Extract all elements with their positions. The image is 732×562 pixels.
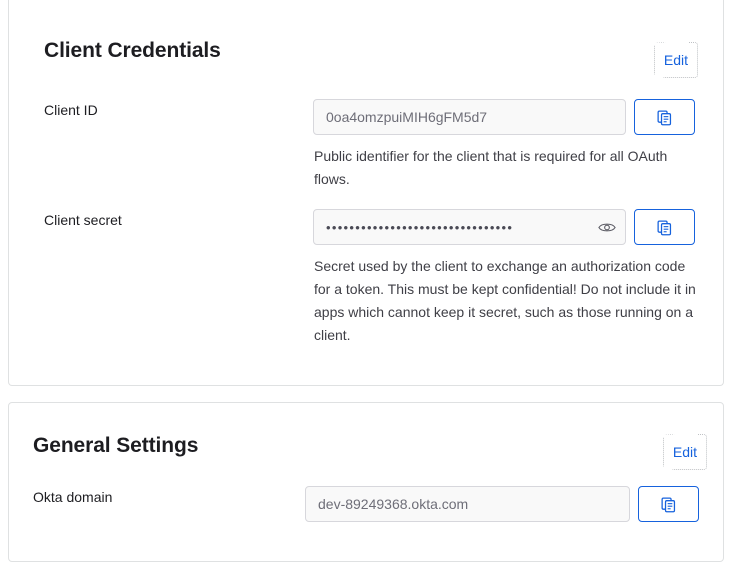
client-secret-field-container <box>313 209 626 245</box>
edit-client-credentials-button[interactable]: Edit <box>658 48 694 72</box>
general-settings-title: General Settings <box>33 434 199 457</box>
okta-domain-input-group <box>305 486 699 522</box>
general-settings-card <box>8 402 724 562</box>
client-credentials-card <box>8 0 724 386</box>
eye-icon[interactable] <box>598 220 616 234</box>
client-secret-input[interactable] <box>313 209 626 245</box>
edit-general-settings-button[interactable]: Edit <box>667 440 703 464</box>
client-id-label: Client ID <box>44 102 98 118</box>
client-id-help-text: Public identifier for the client that is required for all OAuth flows. <box>314 148 668 187</box>
client-secret-input-group <box>313 209 695 245</box>
client-id-input-group <box>313 99 695 135</box>
okta-domain-label: Okta domain <box>33 489 113 505</box>
copy-icon <box>656 109 673 126</box>
client-id-input[interactable] <box>313 99 626 135</box>
okta-domain-input[interactable] <box>305 486 630 522</box>
copy-okta-domain-button[interactable] <box>638 486 699 522</box>
client-secret-help-text: Secret used by the client to exchange an authorization code for a token. This must be kept confidential! Do not include it in apps which cannot keep it secret, such as those running on a client. <box>314 258 696 343</box>
page-title: Client Credentials <box>44 39 221 62</box>
copy-client-secret-button[interactable] <box>634 209 695 245</box>
copy-icon <box>656 219 673 236</box>
copy-client-id-button[interactable] <box>634 99 695 135</box>
copy-icon <box>660 496 677 513</box>
client-secret-label: Client secret <box>44 212 122 228</box>
